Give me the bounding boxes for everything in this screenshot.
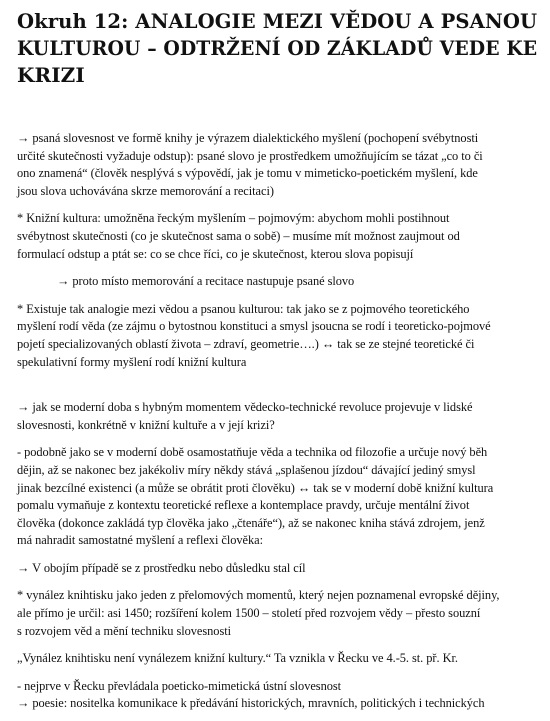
text-line: formulací odstup a ptát se: co se chce říci, co je skutečnost, kterou slova popisují (17, 246, 414, 261)
text-line: → jak se moderní doba s hybným momentem vědecko-technické revoluce projevuje v lidské (17, 400, 473, 415)
text-line: určité skutečnosti vyžaduje odstup): psané slovo je prostředkem umožňujícím se tázat „co to či (17, 148, 483, 163)
text-line: * vynález knihtisku jako jeden z přelomových momentů, který nejen poznamenal evropské dějiny, (17, 588, 500, 603)
text-line: „Vynález knihtisku není vynálezem knižní kultury.“ Ta vznikla v Řecku ve 4.-5. st. př. Kr. (17, 651, 458, 666)
text-line: pomalu vymaňuje z kontextu teoretické reflexe a kontemplace pravdy, určuje mentální život (17, 498, 470, 513)
document-body (17, 130, 533, 713)
text-line: → psaná slovesnost ve formě knihy je výrazem dialektického myšlení (pochopení svébytnosti (17, 131, 479, 145)
text-line: pojetí specializovaných oblastí života – zdraví, geometrie….) ↔ tak se ze stejné teoretické či (17, 336, 475, 351)
paragraph-modern-question (17, 399, 533, 434)
paragraph-quote (17, 650, 533, 668)
paragraph-oral-tradition (17, 678, 533, 696)
paragraph-modern-era (17, 444, 533, 550)
text-line: spekulativní formy myšlení rodí knižní kultura (17, 354, 247, 369)
paragraph-indented-note (57, 273, 533, 291)
text-line: - nejprve v Řecku převládala poeticko-mimetická ústní slovesnost (17, 678, 342, 693)
paragraph-analogy (17, 301, 533, 371)
paragraph-conclusion (17, 560, 533, 578)
text-line: ale přímo je určil: asi 1450; rozšíření kolem 1500 – století před rozvojem vědy – přesto souzní (17, 606, 481, 621)
text-line: → V obojím případě se z prostředku nebo důsledku stal cíl (17, 560, 306, 575)
text-line: člověka (dokonce zakládá typ člověka jako „čtenáře“), až se nakonec kniha stává zdrojem, jenž (17, 515, 485, 530)
text-line: slovesnosti, konkrétně v knižní kultuře a v její krizi? (17, 417, 275, 432)
paragraph-book-culture (17, 210, 533, 263)
page-title (17, 8, 537, 89)
paragraph-written-word (17, 130, 533, 200)
text-line: má nahradit samostatné myšlení a reflexi člověka: (17, 533, 263, 548)
text-line: s rozvojem věd a mění techniku slovesnosti (17, 623, 232, 638)
text-line: jinak bezcílné existenci (a může se obrátit proti člověku) ↔ tak se v moderní době knižní kultura (17, 480, 494, 495)
text-line: myšlení rodí věda (ze zájmu o bytostnou konstituci a smysl jsoucna se rodí i teoreticko-pojmové (17, 319, 491, 334)
title-line: KRIZI (17, 63, 85, 87)
title-line: KULTUROU – ODTRŽENÍ OD ZÁKLADŮ VEDE KE (17, 36, 538, 60)
paragraph-poetry (17, 695, 533, 713)
text-line: dějin, až se nakonec bez jakékoliv míry někdy stává „splašenou jízdou“ dávající jediný smysl (17, 462, 476, 477)
text-line: ono znamená“ (člověk nesplývá s výpovědí, jak je tomu v mimeticko-poetickém myšlení, kde (17, 166, 478, 181)
text-line: jsou slova uchovávána skrze memorování a recitaci) (17, 183, 274, 198)
text-line: - podobně jako se v moderní době osamostatňuje věda a technika od filozofie a určuje nový běh (17, 445, 488, 460)
text-line: → proto místo memorování a recitace nastupuje psané slovo (57, 274, 355, 289)
text-line: → poesie: nositelka komunikace k předávání historických, mravních, politických i technických (17, 696, 485, 711)
text-line: * Existuje tak analogie mezi vědou a psanou kulturou: tak jako se z pojmového teoretického (17, 301, 470, 316)
text-line: svébytnost skutečnosti (co je skutečnost sama o sobě) – musíme mít možnost zaujmout od (17, 228, 460, 243)
title-line: Okruh 12: ANALOGIE MEZI VĚDOU A PSANOU (17, 9, 538, 33)
paragraph-printing-press (17, 587, 533, 640)
text-line: * Knižní kultura: umožněna řeckým myšlením – pojmovým: abychom mohli postihnout (17, 211, 450, 226)
